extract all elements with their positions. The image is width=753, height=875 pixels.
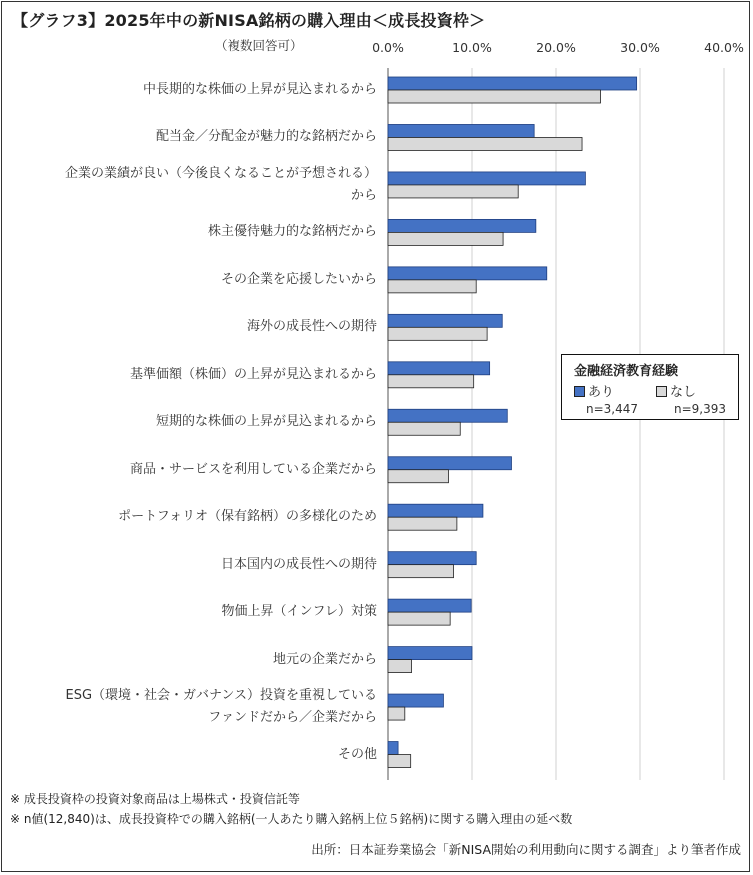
bar-ari bbox=[388, 457, 511, 470]
category-label bbox=[222, 601, 377, 623]
x-tick-label: 20.0% bbox=[536, 40, 576, 55]
category-label-line: 中長期的な株価の上昇が見込まれるから bbox=[142, 82, 377, 97]
legend-label-ari: あり bbox=[588, 385, 615, 400]
category-label bbox=[247, 316, 377, 338]
category-label bbox=[208, 221, 377, 243]
category-label-line: その企業を応援したいから bbox=[220, 271, 377, 287]
bar-ari bbox=[388, 552, 476, 565]
bar-nashi bbox=[388, 280, 476, 293]
category-label-line: 基準価額（株価）の上昇が見込まれるから bbox=[129, 366, 377, 382]
legend-title: 金融経済教育経験 bbox=[574, 364, 679, 379]
bar-nashi bbox=[388, 422, 460, 435]
bar-ari bbox=[388, 172, 585, 185]
bar-ari bbox=[388, 504, 483, 517]
bar-nashi bbox=[388, 327, 487, 340]
bar-ari bbox=[388, 694, 443, 707]
category-label bbox=[66, 685, 378, 729]
bar-ari bbox=[388, 599, 471, 612]
bar-ari bbox=[388, 742, 398, 755]
bar-nashi bbox=[388, 90, 601, 103]
bar-ari bbox=[388, 362, 490, 375]
category-label-line: 物価上昇（インフレ）対策 bbox=[221, 604, 377, 620]
bar-nashi bbox=[388, 565, 454, 578]
category-label bbox=[273, 649, 377, 671]
bar-nashi bbox=[388, 612, 450, 625]
bar-nashi bbox=[388, 232, 503, 245]
category-label bbox=[143, 79, 377, 101]
x-tick-label: 30.0% bbox=[620, 40, 660, 55]
footnote-2: ※ n値(12,840)は、成長投資枠での購入銘柄(一人あたり購入銘柄上位５銘柄)に関する購入理由の延べ数 bbox=[10, 812, 573, 826]
bar-ari bbox=[388, 219, 536, 232]
legend-swatch-nashi bbox=[656, 386, 667, 397]
category-label bbox=[130, 459, 377, 481]
bar-ari bbox=[388, 77, 637, 90]
category-label-line: ポートフォリオ（保有銘柄）の多様化のため bbox=[118, 509, 377, 525]
category-label bbox=[156, 126, 377, 148]
category-label bbox=[221, 269, 377, 291]
category-label bbox=[221, 554, 377, 576]
bar-nashi bbox=[388, 470, 448, 483]
bar-nashi bbox=[388, 375, 474, 388]
bar-ari bbox=[388, 267, 547, 280]
category-label bbox=[118, 506, 377, 528]
legend-n-nashi: n=9,393 bbox=[674, 402, 727, 416]
legend-swatch-ari bbox=[574, 386, 585, 397]
x-tick-label: 10.0% bbox=[452, 40, 492, 55]
chart-title: 【グラフ3】2025年中の新NISA銘柄の購入理由＜成長投資枠＞ bbox=[12, 11, 486, 30]
category-label-line: から bbox=[350, 187, 377, 203]
category-label bbox=[338, 744, 377, 766]
category-label bbox=[65, 163, 377, 207]
bar-nashi bbox=[388, 755, 411, 768]
source-note: 出所：日本証券業協会「新NISA開始の利用動向に関する調査」より筆者作成 bbox=[311, 842, 741, 857]
bar-nashi bbox=[388, 660, 412, 673]
category-label-line: その他 bbox=[337, 746, 377, 762]
category-label-line: 商品・サービスを利用している企業だから bbox=[129, 461, 377, 477]
x-tick-label: 40.0% bbox=[704, 40, 744, 55]
bar-nashi bbox=[388, 517, 457, 530]
category-label-line: 地元の企業だから bbox=[272, 651, 377, 667]
category-label bbox=[156, 411, 377, 433]
x-tick-label: 0.0% bbox=[372, 40, 404, 55]
legend-n-ari: n=3,447 bbox=[586, 402, 639, 416]
category-label bbox=[130, 364, 377, 386]
bar-ari bbox=[388, 409, 507, 422]
multiple-answer-note: （複数回答可） bbox=[215, 38, 303, 53]
category-label-line: ESG（環境・社会・ガバナンス）投資を重視している bbox=[65, 688, 377, 704]
bar-ari bbox=[388, 647, 472, 660]
bar-ari bbox=[388, 124, 534, 137]
category-label-line: 配当金／分配金が魅力的な銘柄だから bbox=[155, 129, 377, 145]
category-label-line: 短期的な株価の上昇が見込まれるから bbox=[155, 414, 377, 430]
category-label-line: 海外の成長性への期待 bbox=[246, 319, 377, 335]
category-label-line: 株主優待魅力的な銘柄だから bbox=[207, 224, 377, 240]
footnote-1: ※ 成長投資枠の投資対象商品は上場株式・投資信託等 bbox=[10, 792, 300, 806]
bar-nashi bbox=[388, 707, 405, 720]
bar-ari bbox=[388, 314, 502, 327]
category-label-line: 企業の業績が良い（今後良くなることが予想される） bbox=[64, 165, 377, 181]
bar-nashi bbox=[388, 137, 582, 150]
category-label-line: 日本国内の成長性への期待 bbox=[220, 556, 377, 572]
bar-nashi bbox=[388, 185, 518, 198]
category-label-line: ファンドだから／企業だから bbox=[208, 710, 377, 726]
legend bbox=[561, 354, 739, 420]
legend-label-nashi: なし bbox=[670, 385, 697, 400]
